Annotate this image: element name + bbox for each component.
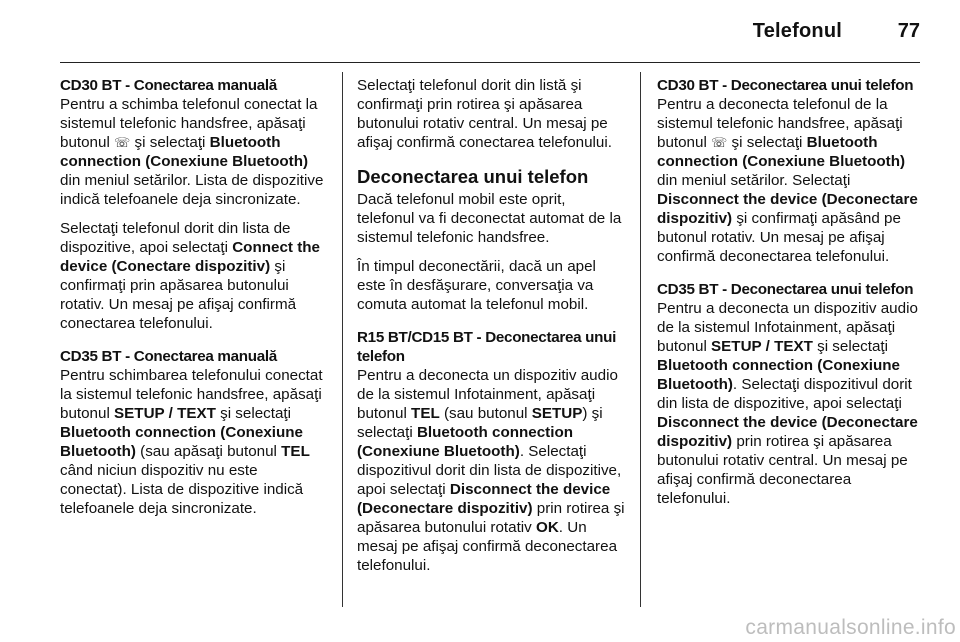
text-run: şi confirmaţi apăsând pe butonul rotativ. Un mesaj pe afişaj confirmă deconectarea telefonului. (657, 210, 901, 265)
text-run: Pentru a deconecta un dispozitiv audio de la sistemul Infotainment, apăsaţi butonul (357, 367, 618, 422)
header-rule (60, 62, 920, 63)
column-2 (357, 76, 625, 589)
menu-term: Connect the device (Conectare dispozitiv) (60, 239, 320, 275)
text-run: Pentru a deconecta un dispozitiv audio de la sistemul Infotainment, apăsaţi butonul (657, 300, 918, 355)
text-run: când niciun dispozitiv nu este conectat). Lista de dispozitive indică telefoanele deja sincronizate. (60, 462, 304, 517)
menu-term: Bluetooth connection (Conexiune Bluetooth) (357, 424, 574, 460)
section-title: CD30 BT - Conectarea manuală (60, 77, 277, 94)
button-term: SETUP / TEXT (711, 338, 813, 355)
text-run: şi confirmaţi prin apăsarea butonului rotativ. Un mesaj pe afişaj confirmă conectarea telefonului. (60, 258, 297, 332)
section-title: CD35 BT - Conectarea manuală (60, 348, 277, 365)
watermark: carmanualsonline.info (745, 616, 956, 639)
section-title: CD35 BT - Deconectarea unui telefon (657, 281, 914, 298)
button-term: TEL (411, 405, 440, 422)
text-run: şi selectaţi (215, 405, 292, 422)
menu-term: Disconnect the device (Deconectare dispozitiv) (657, 191, 918, 227)
menu-term: Bluetooth connection (Conexiune Bluetooth) (657, 357, 900, 393)
paragraph: Selectaţi telefonul dorit din listă şi confirmaţi prin rotirea şi apăsarea butonului rotativ central. Un mesaj pe afişaj confirmă conectarea telefonului. (357, 77, 612, 151)
paragraph (60, 95, 326, 209)
button-term: SETUP (531, 405, 583, 422)
menu-term: Bluetooth connection (Conexiune Bluetooth) (657, 134, 906, 170)
text-run: Pentru schimbarea telefonului conectat la sistemul telefonic handsfree, apăsaţi butonul (60, 367, 323, 422)
phone-icon: ☏ (711, 135, 728, 150)
text-run: Selectaţi telefonul dorit din lista de dispozitive, apoi selectaţi (60, 220, 291, 256)
text-run: . Un mesaj pe afişaj confirmă deconectarea telefonului. (357, 519, 618, 574)
text-run: şi selectaţi (812, 338, 889, 355)
button-term: TEL (281, 443, 310, 460)
section-cd30-manual-connect (60, 76, 326, 333)
section-title: CD30 BT - Deconectarea unui telefon (657, 77, 914, 94)
paragraph (357, 366, 625, 575)
text-run: (sau butonul (439, 405, 532, 422)
text-run: prin rotirea şi apăsarea butonului rotativ central. Un mesaj pe afişaj confirmă deconectarea telefonului. (657, 433, 908, 507)
section-cd35-disconnect (657, 280, 923, 508)
menu-term: Bluetooth connection (Conexiune Bluetooth) (60, 134, 309, 170)
section-heading: Deconectarea unui telefon (357, 166, 589, 187)
text-run: . Selectaţi dispozitivul dorit din lista de dispozitive, apoi selectaţi (357, 443, 622, 498)
paragraph (60, 219, 326, 333)
text-run: ) şi selectaţi (357, 405, 603, 441)
text-run: din meniul setărilor. Lista de dispozitive indică telefoanele deja sincronizate. (60, 172, 324, 208)
phone-icon: ☏ (114, 135, 131, 150)
section-r15-disconnect (357, 328, 625, 575)
paragraph (60, 366, 326, 518)
column-divider-left (342, 72, 343, 607)
column-3 (657, 76, 923, 522)
section-title: R15 BT/CD15 BT - Deconectarea unui telefon (357, 329, 617, 365)
column-divider-right (640, 72, 641, 607)
text-run: . Selectaţi dispozitivul dorit din lista de dispozitive, apoi selectaţi (657, 376, 912, 412)
menu-term: Disconnect the device (Deconectare dispozitiv) (357, 481, 611, 517)
text-run: din meniul setărilor. Selectaţi (657, 172, 851, 189)
menu-term: Bluetooth connection (Conexiune Bluetooth) (60, 424, 303, 460)
button-term: SETUP / TEXT (114, 405, 216, 422)
column-1 (60, 76, 326, 532)
paragraph (657, 95, 923, 266)
text-run: Pentru a deconecta telefonul de la sistemul telefonic handsfree, apăsaţi butonul (657, 96, 903, 151)
menu-term: Disconnect the device (Deconectare dispozitiv) (657, 414, 918, 450)
section-cd30-disconnect (657, 76, 923, 266)
paragraph: Dacă telefonul mobil este oprit, telefonul va fi deconectat automat de la sistemul telefonic handsfree. (357, 191, 622, 246)
page-title: Telefonul (752, 20, 842, 42)
section-cd35-manual-connect (60, 347, 326, 518)
text-run: Pentru a schimba telefonul conectat la sistemul telefonic handsfree, apăsaţi butonul (60, 96, 318, 151)
text-run: (sau apăsaţi butonul (135, 443, 282, 460)
text-run: şi selectaţi (130, 134, 210, 151)
paragraph: În timpul deconectării, dacă un apel este în desfăşurare, conversaţia va comuta automat la telefonul mobil. (357, 258, 596, 313)
page-header (60, 10, 920, 54)
button-term: OK (536, 519, 559, 536)
text-run: şi selectaţi (727, 134, 807, 151)
page-number: 77 (897, 20, 920, 42)
text-run: prin rotirea şi apăsarea butonului rotativ (357, 500, 625, 536)
paragraph (657, 299, 923, 508)
